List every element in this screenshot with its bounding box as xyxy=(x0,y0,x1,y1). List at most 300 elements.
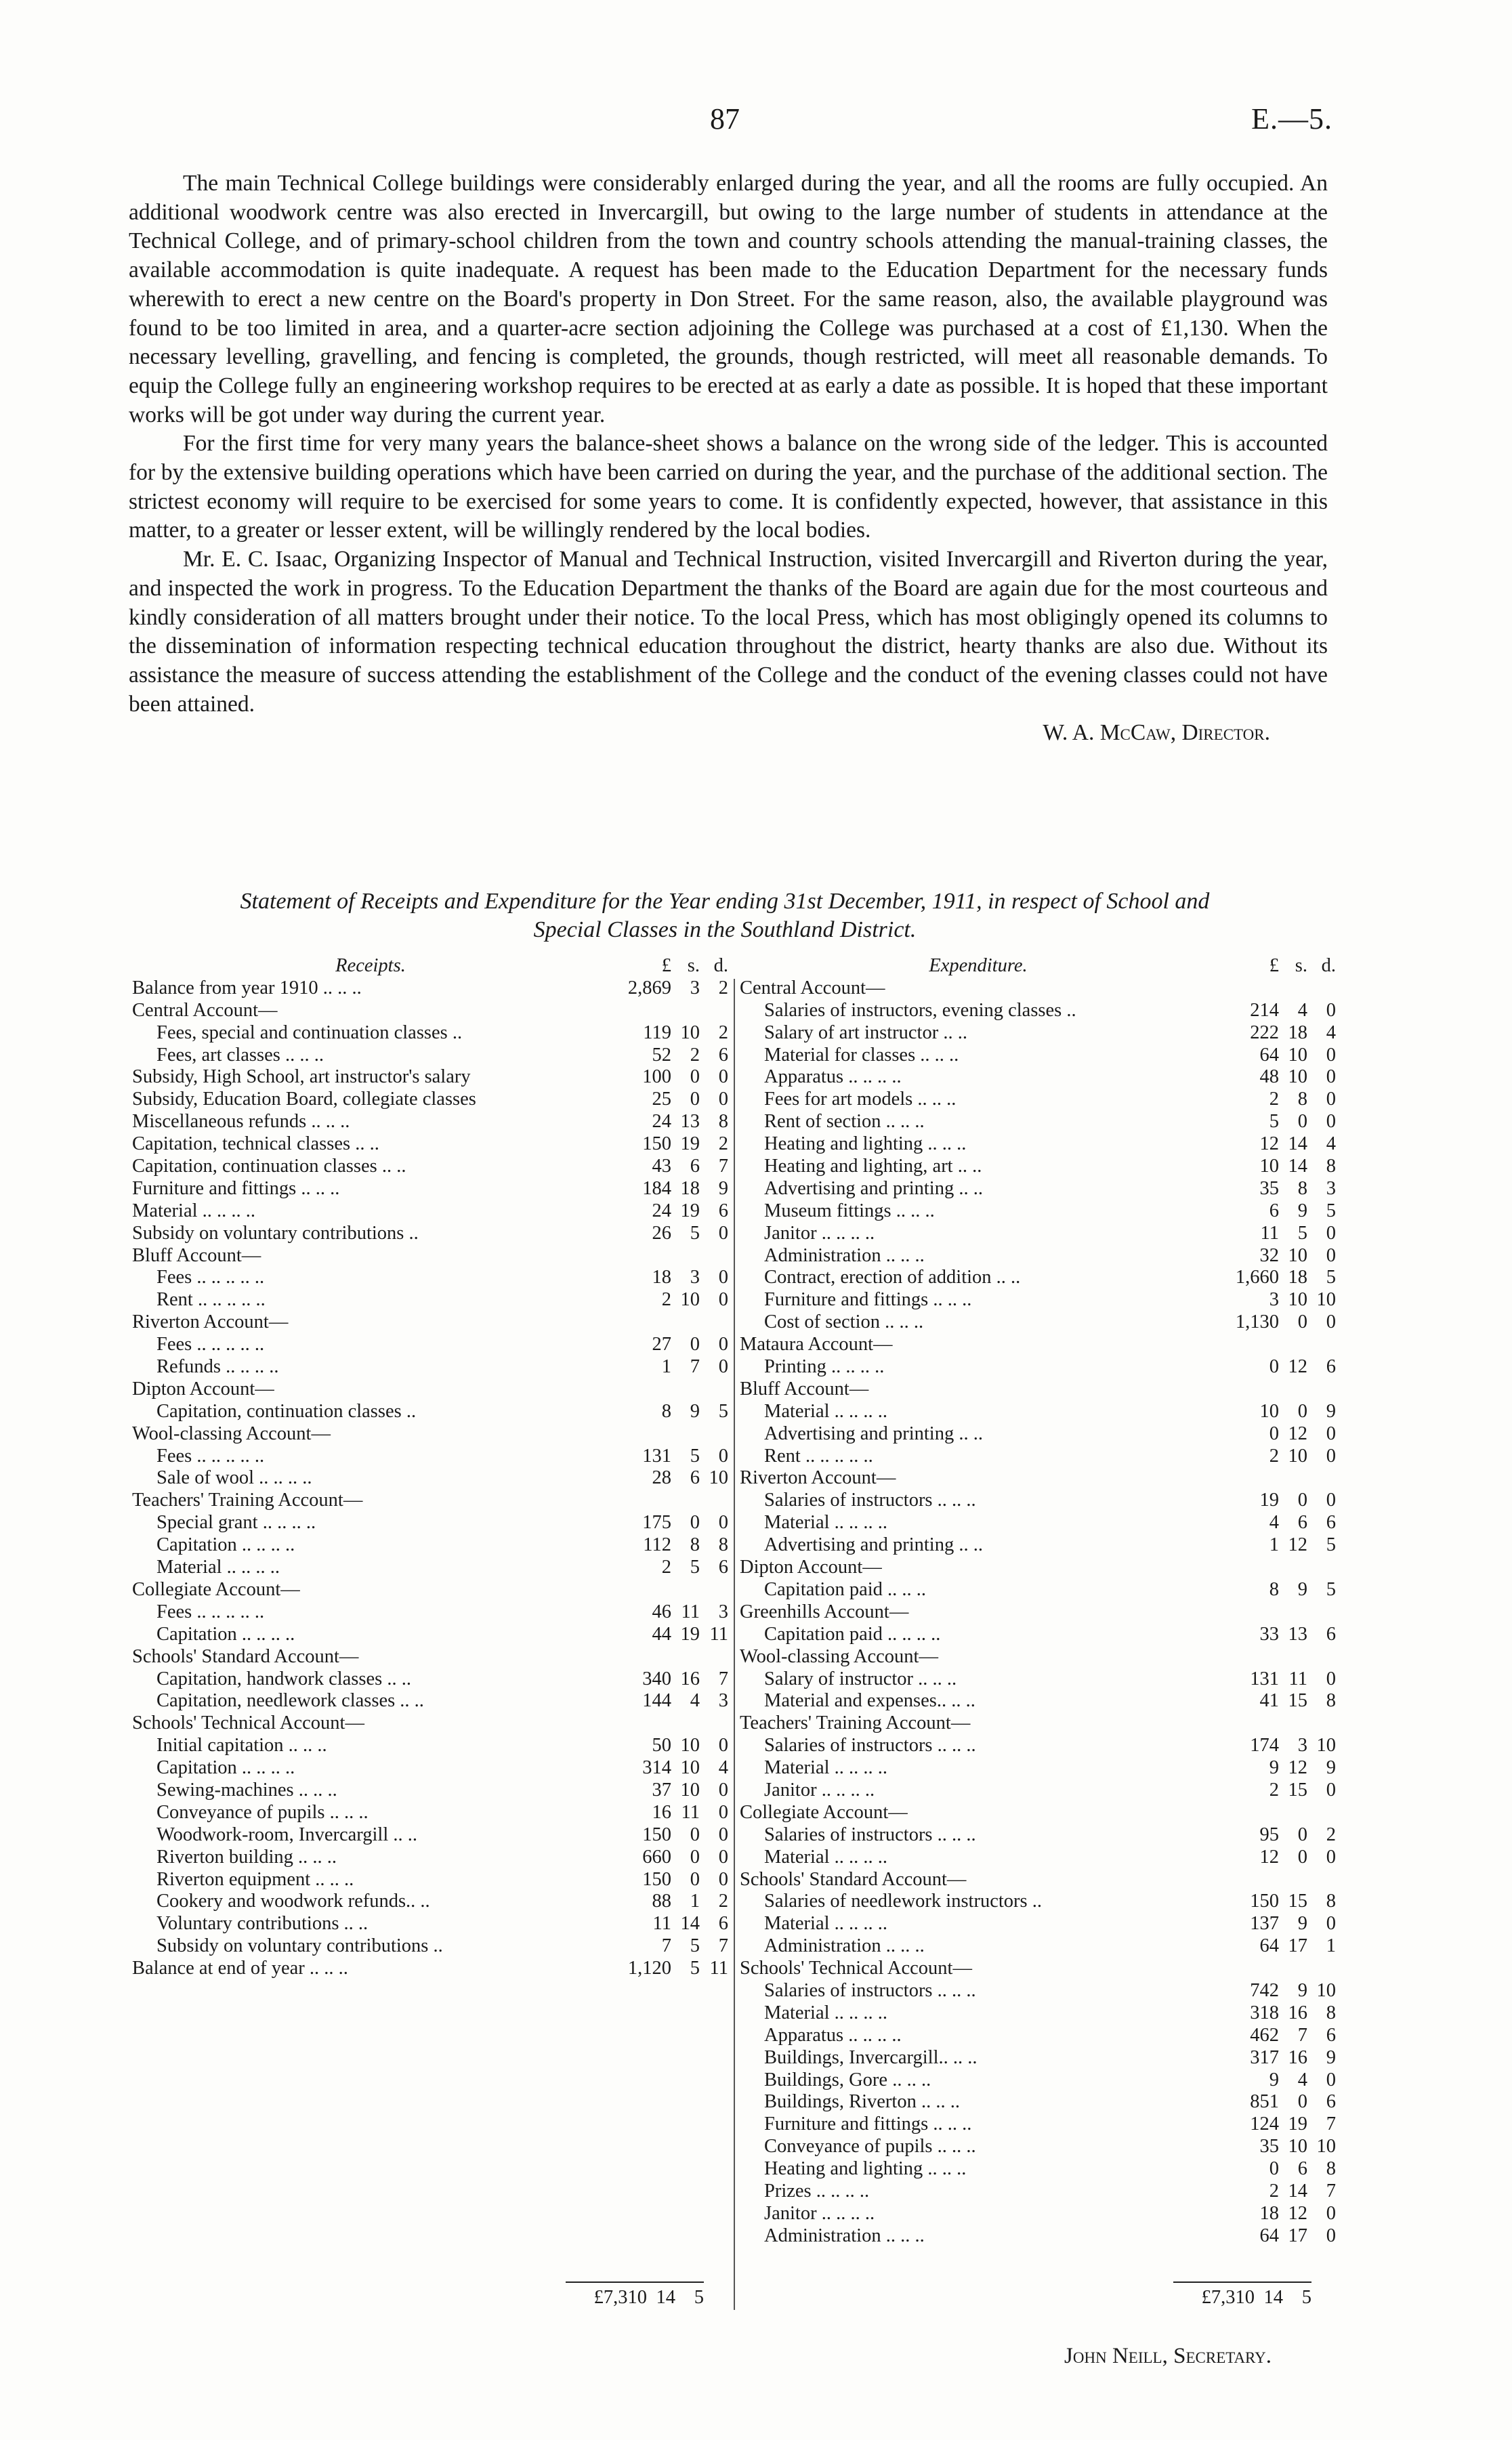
row-label: Subsidy, High School, art instructor's salary xyxy=(132,1066,471,1088)
row-pence: 0 xyxy=(718,1222,728,1244)
row-shillings: 0 xyxy=(1297,1490,1307,1511)
row-pence: 5 xyxy=(1326,1578,1336,1600)
row-shillings xyxy=(1279,1334,1307,1356)
row-pounds xyxy=(1217,1379,1279,1401)
shilling-heading: s. xyxy=(1295,955,1307,976)
row-shillings xyxy=(1279,1958,1307,1980)
statement-row xyxy=(132,1467,728,1490)
row-pounds: 64 xyxy=(1259,1044,1279,1066)
row-label: Initial capitation .. .. .. xyxy=(156,1735,327,1757)
statement-row xyxy=(132,1690,728,1712)
statement-row xyxy=(132,1891,728,1913)
row-pounds: 137 xyxy=(1250,1913,1279,1935)
statement-row xyxy=(740,1111,1336,1133)
row-pounds: 2 xyxy=(661,1557,671,1578)
row-pence: 10 xyxy=(709,1467,728,1489)
row-pounds: 19 xyxy=(1259,1490,1279,1511)
row-label: Riverton equipment .. .. .. xyxy=(156,1868,354,1890)
row-shillings: 11 xyxy=(681,1601,700,1622)
row-pence: 0 xyxy=(718,1334,728,1355)
row-pounds xyxy=(1217,1712,1279,1735)
row-label: Janitor .. .. .. .. xyxy=(764,1779,875,1801)
row-label: Salaries of instructors .. .. .. xyxy=(764,1490,976,1511)
row-label: Fees .. .. .. .. .. xyxy=(156,1601,265,1622)
row-shillings: 9 xyxy=(1297,1979,1307,2001)
row-pounds: 119 xyxy=(643,1022,671,1043)
row-label: Furniture and fittings .. .. .. xyxy=(764,1289,972,1311)
row-label: Salaries of instructors, evening classes .. xyxy=(764,999,1076,1021)
row-pence: 8 xyxy=(1326,2158,1336,2180)
row-shillings: 14 xyxy=(1288,1156,1307,1177)
statement-row xyxy=(132,1379,728,1401)
row-shillings: 10 xyxy=(680,1289,700,1311)
statement-row xyxy=(740,2091,1336,2113)
row-label: Collegiate Account— xyxy=(132,1578,300,1600)
row-pounds xyxy=(1217,1557,1279,1579)
row-pence: 10 xyxy=(1316,1979,1336,2001)
row-pounds xyxy=(1217,1869,1279,1891)
row-pence: 3 xyxy=(1326,1177,1336,1199)
row-pence: 0 xyxy=(1326,1668,1336,1689)
statement-row xyxy=(740,1066,1336,1089)
row-pence xyxy=(1307,1334,1336,1356)
row-pence: 9 xyxy=(1326,2046,1336,2068)
statement-row xyxy=(132,1045,728,1067)
row-label: Miscellaneous refunds .. .. .. xyxy=(132,1111,350,1133)
pence-heading: d. xyxy=(713,955,728,976)
row-pence xyxy=(700,1423,728,1446)
row-pounds: 7 xyxy=(661,1935,671,1957)
row-label: Salaries of instructors .. .. .. xyxy=(764,1824,976,1845)
row-pence: 6 xyxy=(1326,2091,1336,2113)
statement-row xyxy=(132,1334,728,1356)
row-pounds xyxy=(609,1579,671,1601)
expenditure-total xyxy=(1173,2281,1311,2309)
row-pounds: 10 xyxy=(1259,1400,1279,1422)
statement-row xyxy=(740,1000,1336,1022)
row-pence: 7 xyxy=(1326,2180,1336,2202)
row-label: Capitation paid .. .. .. .. xyxy=(764,1623,941,1645)
row-pounds: 44 xyxy=(652,1623,671,1645)
row-pence: 1 xyxy=(1326,1935,1336,1957)
row-pounds: 16 xyxy=(652,1801,671,1823)
row-shillings: 18 xyxy=(680,1177,700,1199)
row-pence: 0 xyxy=(1326,1311,1336,1333)
row-pence: 0 xyxy=(718,1089,728,1110)
row-shillings: 15 xyxy=(1288,1891,1307,1912)
row-pence: 8 xyxy=(1326,1156,1336,1177)
receipts-rows xyxy=(132,977,728,1980)
statement-row xyxy=(740,1802,1336,1824)
row-pounds: 9 xyxy=(1269,1757,1279,1779)
row-pounds: 64 xyxy=(1259,2225,1279,2246)
statement-row xyxy=(132,1000,728,1022)
statement-row xyxy=(740,2025,1336,2047)
statement-row xyxy=(740,1379,1336,1401)
row-pounds: 124 xyxy=(1250,2113,1279,2135)
row-pence: 10 xyxy=(1316,1289,1336,1311)
row-label: Capitation, technical classes .. .. xyxy=(132,1133,379,1155)
statement-row xyxy=(740,1668,1336,1691)
row-pence: 3 xyxy=(718,1601,728,1622)
statement-row xyxy=(132,1646,728,1668)
row-pence: 0 xyxy=(718,1512,728,1534)
row-pounds: 32 xyxy=(1259,1244,1279,1266)
row-pence: 8 xyxy=(718,1534,728,1556)
row-label: Teachers' Training Account— xyxy=(740,1712,971,1734)
row-shillings: 5 xyxy=(690,1445,700,1467)
row-shillings: 11 xyxy=(1288,1668,1307,1689)
row-shillings: 6 xyxy=(690,1467,700,1489)
row-label: Apparatus .. .. .. .. xyxy=(764,1066,902,1088)
statement-row xyxy=(740,1311,1336,1334)
row-pence: 0 xyxy=(718,1868,728,1890)
row-shillings xyxy=(671,1423,700,1446)
row-label: Subsidy, Education Board, collegiate classes xyxy=(132,1089,476,1110)
row-pounds: 150 xyxy=(642,1868,671,1890)
row-pounds: 24 xyxy=(652,1111,671,1133)
statement-row xyxy=(740,1712,1336,1735)
statement-row xyxy=(132,1512,728,1534)
row-shillings xyxy=(671,1000,700,1022)
row-pounds: 462 xyxy=(1250,2024,1279,2046)
row-label: Prizes .. .. .. .. xyxy=(764,2180,870,2202)
row-shillings: 0 xyxy=(690,1846,700,1868)
row-shillings: 10 xyxy=(1288,1445,1307,1467)
row-shillings: 10 xyxy=(1288,1044,1307,1066)
row-shillings: 3 xyxy=(690,1267,700,1288)
row-pence: 6 xyxy=(1326,2024,1336,2046)
statement-row xyxy=(132,1066,728,1089)
row-pounds: 1 xyxy=(661,1356,671,1378)
statement-row xyxy=(132,1490,728,1512)
statement-row xyxy=(132,1802,728,1824)
row-pounds: 50 xyxy=(652,1735,671,1757)
statement-row xyxy=(740,1245,1336,1267)
row-shillings: 10 xyxy=(1288,1066,1307,1088)
row-shillings: 5 xyxy=(690,1222,700,1244)
row-shillings: 10 xyxy=(1288,1244,1307,1266)
row-shillings: 5 xyxy=(690,1557,700,1578)
row-shillings: 14 xyxy=(1288,1133,1307,1155)
row-shillings: 0 xyxy=(690,1868,700,1890)
row-pounds: 131 xyxy=(642,1445,671,1467)
row-shillings: 19 xyxy=(680,1623,700,1645)
statement-row xyxy=(132,1557,728,1579)
row-shillings xyxy=(1279,977,1307,1000)
row-pounds: 174 xyxy=(1250,1735,1279,1757)
statement-row xyxy=(132,1601,728,1624)
row-shillings: 5 xyxy=(1297,1222,1307,1244)
row-shillings: 5 xyxy=(690,1958,700,1979)
row-shillings: 9 xyxy=(1297,1578,1307,1600)
row-shillings xyxy=(671,1712,700,1735)
statement-row xyxy=(132,1356,728,1379)
row-pence xyxy=(700,1646,728,1668)
row-label: Wool-classing Account— xyxy=(132,1423,331,1444)
row-shillings: 8 xyxy=(1297,1089,1307,1110)
row-label: Schools' Standard Account— xyxy=(740,1868,967,1890)
row-shillings: 0 xyxy=(690,1089,700,1110)
row-label: Cookery and woodwork refunds.. .. xyxy=(156,1891,430,1912)
row-pence: 4 xyxy=(718,1757,728,1779)
statement-row xyxy=(132,1022,728,1045)
row-pence xyxy=(1307,1467,1336,1490)
row-pence: 5 xyxy=(1326,1534,1336,1556)
row-pence: 4 xyxy=(1326,1133,1336,1155)
statement-row xyxy=(740,1824,1336,1847)
row-pence xyxy=(1307,1802,1336,1824)
statement-row xyxy=(740,1757,1336,1780)
statement-row xyxy=(132,1668,728,1691)
statement-row xyxy=(132,1156,728,1178)
row-shillings: 0 xyxy=(690,1334,700,1355)
row-pence: 9 xyxy=(1326,1400,1336,1422)
row-shillings: 0 xyxy=(690,1066,700,1088)
statement-row xyxy=(740,1156,1336,1178)
row-pence xyxy=(1307,1646,1336,1668)
statement-row xyxy=(132,1111,728,1133)
row-shillings: 0 xyxy=(1297,2091,1307,2113)
row-pence: 7 xyxy=(718,1935,728,1957)
row-label: Special grant .. .. .. .. xyxy=(156,1512,316,1534)
row-shillings: 16 xyxy=(680,1668,700,1689)
row-label: Mataura Account— xyxy=(740,1334,893,1355)
row-label: Schools' Technical Account— xyxy=(132,1712,364,1734)
row-shillings: 10 xyxy=(680,1022,700,1043)
row-label: Salary of instructor .. .. .. xyxy=(764,1668,957,1689)
row-pence: 5 xyxy=(718,1400,728,1422)
statement-row xyxy=(132,1200,728,1223)
row-label: Cost of section .. .. .. xyxy=(764,1311,924,1333)
row-pounds xyxy=(1217,1646,1279,1668)
row-shillings: 9 xyxy=(1297,1200,1307,1221)
statement-row xyxy=(740,1913,1336,1935)
statement-row xyxy=(740,1133,1336,1156)
row-pence: 0 xyxy=(1326,1066,1336,1088)
statement-row xyxy=(132,1624,728,1646)
statement-row xyxy=(132,1446,728,1468)
row-pence xyxy=(1307,1869,1336,1891)
row-shillings: 17 xyxy=(1288,1935,1307,1957)
row-shillings: 12 xyxy=(1288,1356,1307,1378)
expenditure-header-row xyxy=(740,955,1336,977)
row-shillings: 19 xyxy=(680,1133,700,1155)
row-label: Fees, art classes .. .. .. xyxy=(156,1044,324,1066)
row-pounds: 0 xyxy=(1269,1356,1279,1378)
row-pounds: 222 xyxy=(1250,1022,1279,1043)
row-pounds: 214 xyxy=(1250,999,1279,1021)
row-pounds: 11 xyxy=(1260,1222,1279,1244)
row-pence: 0 xyxy=(1326,1913,1336,1935)
statement-row xyxy=(740,1557,1336,1579)
statement-row xyxy=(740,2047,1336,2069)
row-label: Administration .. .. .. xyxy=(764,2225,925,2246)
row-pounds xyxy=(609,1379,671,1401)
row-shillings: 0 xyxy=(1297,1111,1307,1133)
statement-row xyxy=(132,1267,728,1289)
row-pence: 2 xyxy=(718,1022,728,1043)
paragraph: The main Technical College buildings were considerably enlarged during the year, and all the rooms are fully occupied. An additional woodwork centre was also erected in Invercargill, but owing to the large number of students in attendance at the Technical College, and of primary-school children from the town and country schools attending the manual-training classes, the available accommodation is quite inadequate. A request has been made to the Education Department for the necessary funds wherewith to erect a new centre on the Board's property in Don Street. For the same reason, also, the available playground was found to be too limited in area, and a quarter-acre section adjoining the College was purchased at a cost of £1,130. When the necessary levelling, gravelling, and fencing is completed, the grounds, though restricted, will meet all reasonable demands. To equip the College fully an engineering workshop requires to be erected at as early a date as possible. It is hoped that these important works will be got under way during the current year. xyxy=(129,171,1328,427)
row-shillings xyxy=(1279,1557,1307,1579)
column-divider xyxy=(734,979,735,2310)
row-pounds: 131 xyxy=(1250,1668,1279,1689)
row-shillings: 11 xyxy=(681,1801,700,1823)
row-pence: 6 xyxy=(718,1200,728,1221)
statement-row xyxy=(132,1824,728,1847)
statement-row xyxy=(132,1245,728,1267)
statement-row xyxy=(740,1223,1336,1245)
row-shillings: 15 xyxy=(1288,1779,1307,1801)
row-pence: 0 xyxy=(718,1779,728,1801)
row-pounds: 64 xyxy=(1259,1935,1279,1957)
secretary-signature: John Neill, Secretary. xyxy=(1064,2344,1272,2368)
statement-row xyxy=(740,1289,1336,1311)
statement-title-line2: Special Classes in the Southland District. xyxy=(533,917,917,942)
row-pounds xyxy=(609,1311,671,1334)
row-pence xyxy=(700,1311,728,1334)
pence-heading: d. xyxy=(1321,955,1336,976)
row-label: Salaries of instructors .. .. .. xyxy=(764,1979,976,2001)
row-shillings: 18 xyxy=(1288,1022,1307,1043)
statement-row xyxy=(132,1423,728,1446)
row-pounds: 112 xyxy=(643,1534,671,1556)
row-label: Heating and lighting .. .. .. xyxy=(764,2158,967,2180)
row-shillings: 3 xyxy=(1297,1735,1307,1757)
row-pence xyxy=(1307,1557,1336,1579)
paragraph: For the first time for very many years the balance-sheet shows a balance on the wrong side of the ledger. This is accounted for by the extensive building operations which have been carried on during the year, and the purchase of the additional section. The strictest economy will require to be exercised for some years to come. It is confidently expected, however, that assistance in this matter, to a greater or lesser extent, will be willingly rendered by the local bodies. xyxy=(129,431,1328,543)
row-label: Salary of art instructor .. .. xyxy=(764,1022,967,1043)
row-label: Balance from year 1910 .. .. .. xyxy=(132,977,362,998)
row-pence: 7 xyxy=(1326,2113,1336,2135)
director-signature: W. A. McCaw, Director. xyxy=(1043,720,1270,746)
row-shillings: 12 xyxy=(1288,1534,1307,1556)
row-pence xyxy=(1307,1601,1336,1624)
statement-title-line1: Statement of Receipts and Expenditure for the Year ending 31st December, 1911, in respect of School and xyxy=(240,889,1210,914)
row-label: Advertising and printing .. .. xyxy=(764,1423,983,1444)
row-label: Material .. .. .. .. xyxy=(764,1913,888,1935)
row-label: Buildings, Riverton .. .. .. xyxy=(764,2091,960,2113)
row-label: Contract, erection of addition .. .. xyxy=(764,1267,1021,1288)
row-label: Salaries of needlework instructors .. xyxy=(764,1891,1042,1912)
row-pence: 0 xyxy=(718,1267,728,1288)
row-pounds: 1,130 xyxy=(1235,1311,1279,1333)
row-shillings: 7 xyxy=(1297,2024,1307,2046)
statement-row xyxy=(740,1490,1336,1512)
row-shillings: 14 xyxy=(680,1913,700,1935)
row-pounds: 100 xyxy=(642,1066,671,1088)
statement-row xyxy=(132,977,728,1000)
row-pence: 6 xyxy=(718,1557,728,1578)
row-label: Subsidy on voluntary contributions .. xyxy=(156,1935,443,1957)
statement-row xyxy=(740,1624,1336,1646)
row-label: Material .. .. .. .. xyxy=(132,1200,256,1221)
row-shillings: 13 xyxy=(680,1111,700,1133)
row-pounds: 340 xyxy=(642,1668,671,1689)
row-pence: 0 xyxy=(1326,1779,1336,1801)
statement-row xyxy=(740,1089,1336,1111)
row-pounds: 41 xyxy=(1259,1690,1279,1712)
row-pence: 0 xyxy=(718,1801,728,1823)
statement-row xyxy=(740,1467,1336,1490)
total-pence: 5 xyxy=(694,2287,704,2308)
row-pounds: 26 xyxy=(652,1222,671,1244)
row-pounds xyxy=(1217,1601,1279,1624)
row-label: Central Account— xyxy=(132,999,278,1021)
row-pounds: 317 xyxy=(1250,2046,1279,2068)
statement-row xyxy=(740,1980,1336,2002)
statement-row xyxy=(740,1891,1336,1913)
row-label: Rent .. .. .. .. .. xyxy=(156,1289,266,1311)
row-pounds: 48 xyxy=(1259,1066,1279,1088)
statement-row xyxy=(740,2069,1336,2092)
statement-row xyxy=(132,1869,728,1891)
row-shillings xyxy=(671,1245,700,1267)
row-pence: 7 xyxy=(718,1156,728,1177)
row-label: Salaries of instructors .. .. .. xyxy=(764,1735,976,1757)
row-shillings xyxy=(671,1646,700,1668)
row-label: Material .. .. .. .. xyxy=(764,1757,888,1779)
row-pence: 6 xyxy=(1326,1623,1336,1645)
row-pounds xyxy=(1217,1334,1279,1356)
statement-row xyxy=(740,2158,1336,2181)
statement-row xyxy=(132,1133,728,1156)
row-label: Riverton building .. .. .. xyxy=(156,1846,337,1868)
statement-row xyxy=(132,1757,728,1780)
row-label: Advertising and printing .. .. xyxy=(764,1534,983,1556)
row-pence: 0 xyxy=(1326,999,1336,1021)
row-pence: 10 xyxy=(1316,2136,1336,2158)
row-shillings: 3 xyxy=(690,977,700,998)
row-label: Conveyance of pupils .. .. .. xyxy=(156,1801,369,1823)
row-label: Capitation .. .. .. .. xyxy=(156,1623,295,1645)
row-pounds xyxy=(1217,977,1279,1000)
row-pounds xyxy=(1217,1467,1279,1490)
row-label: Balance at end of year .. .. .. xyxy=(132,1958,348,1979)
row-pence: 2 xyxy=(718,977,728,998)
row-pounds: 2 xyxy=(1269,1779,1279,1801)
statement-row xyxy=(132,1534,728,1557)
row-shillings: 2 xyxy=(690,1044,700,1066)
row-label: Central Account— xyxy=(740,977,885,998)
row-label: Material .. .. .. .. xyxy=(764,1512,888,1534)
row-shillings: 10 xyxy=(680,1779,700,1801)
row-label: Capitation, needlework classes .. .. xyxy=(156,1690,424,1712)
statement-row xyxy=(740,1267,1336,1289)
row-pence: 3 xyxy=(718,1690,728,1712)
statement-row xyxy=(132,1735,728,1757)
row-pounds: 18 xyxy=(652,1267,671,1288)
row-label: Fees, special and continuation classes .. xyxy=(156,1022,463,1043)
row-pence: 0 xyxy=(1326,2225,1336,2246)
total-pence: 5 xyxy=(1301,2287,1311,2308)
statement-row xyxy=(740,1935,1336,1958)
row-shillings xyxy=(1279,1802,1307,1824)
row-pence: 8 xyxy=(1326,1891,1336,1912)
statement-row xyxy=(740,1958,1336,1980)
row-shillings: 8 xyxy=(1297,1177,1307,1199)
row-pounds: 8 xyxy=(1269,1578,1279,1600)
row-label: Riverton Account— xyxy=(740,1467,896,1489)
row-pence: 0 xyxy=(1326,2202,1336,2224)
row-label: Janitor .. .. .. .. xyxy=(764,2202,875,2224)
row-pence xyxy=(700,1379,728,1401)
row-pounds: 2 xyxy=(1269,1089,1279,1110)
statement-row xyxy=(740,1512,1336,1534)
row-label: Printing .. .. .. .. xyxy=(764,1356,885,1378)
statement-row xyxy=(740,1534,1336,1557)
statement-row xyxy=(132,1847,728,1869)
